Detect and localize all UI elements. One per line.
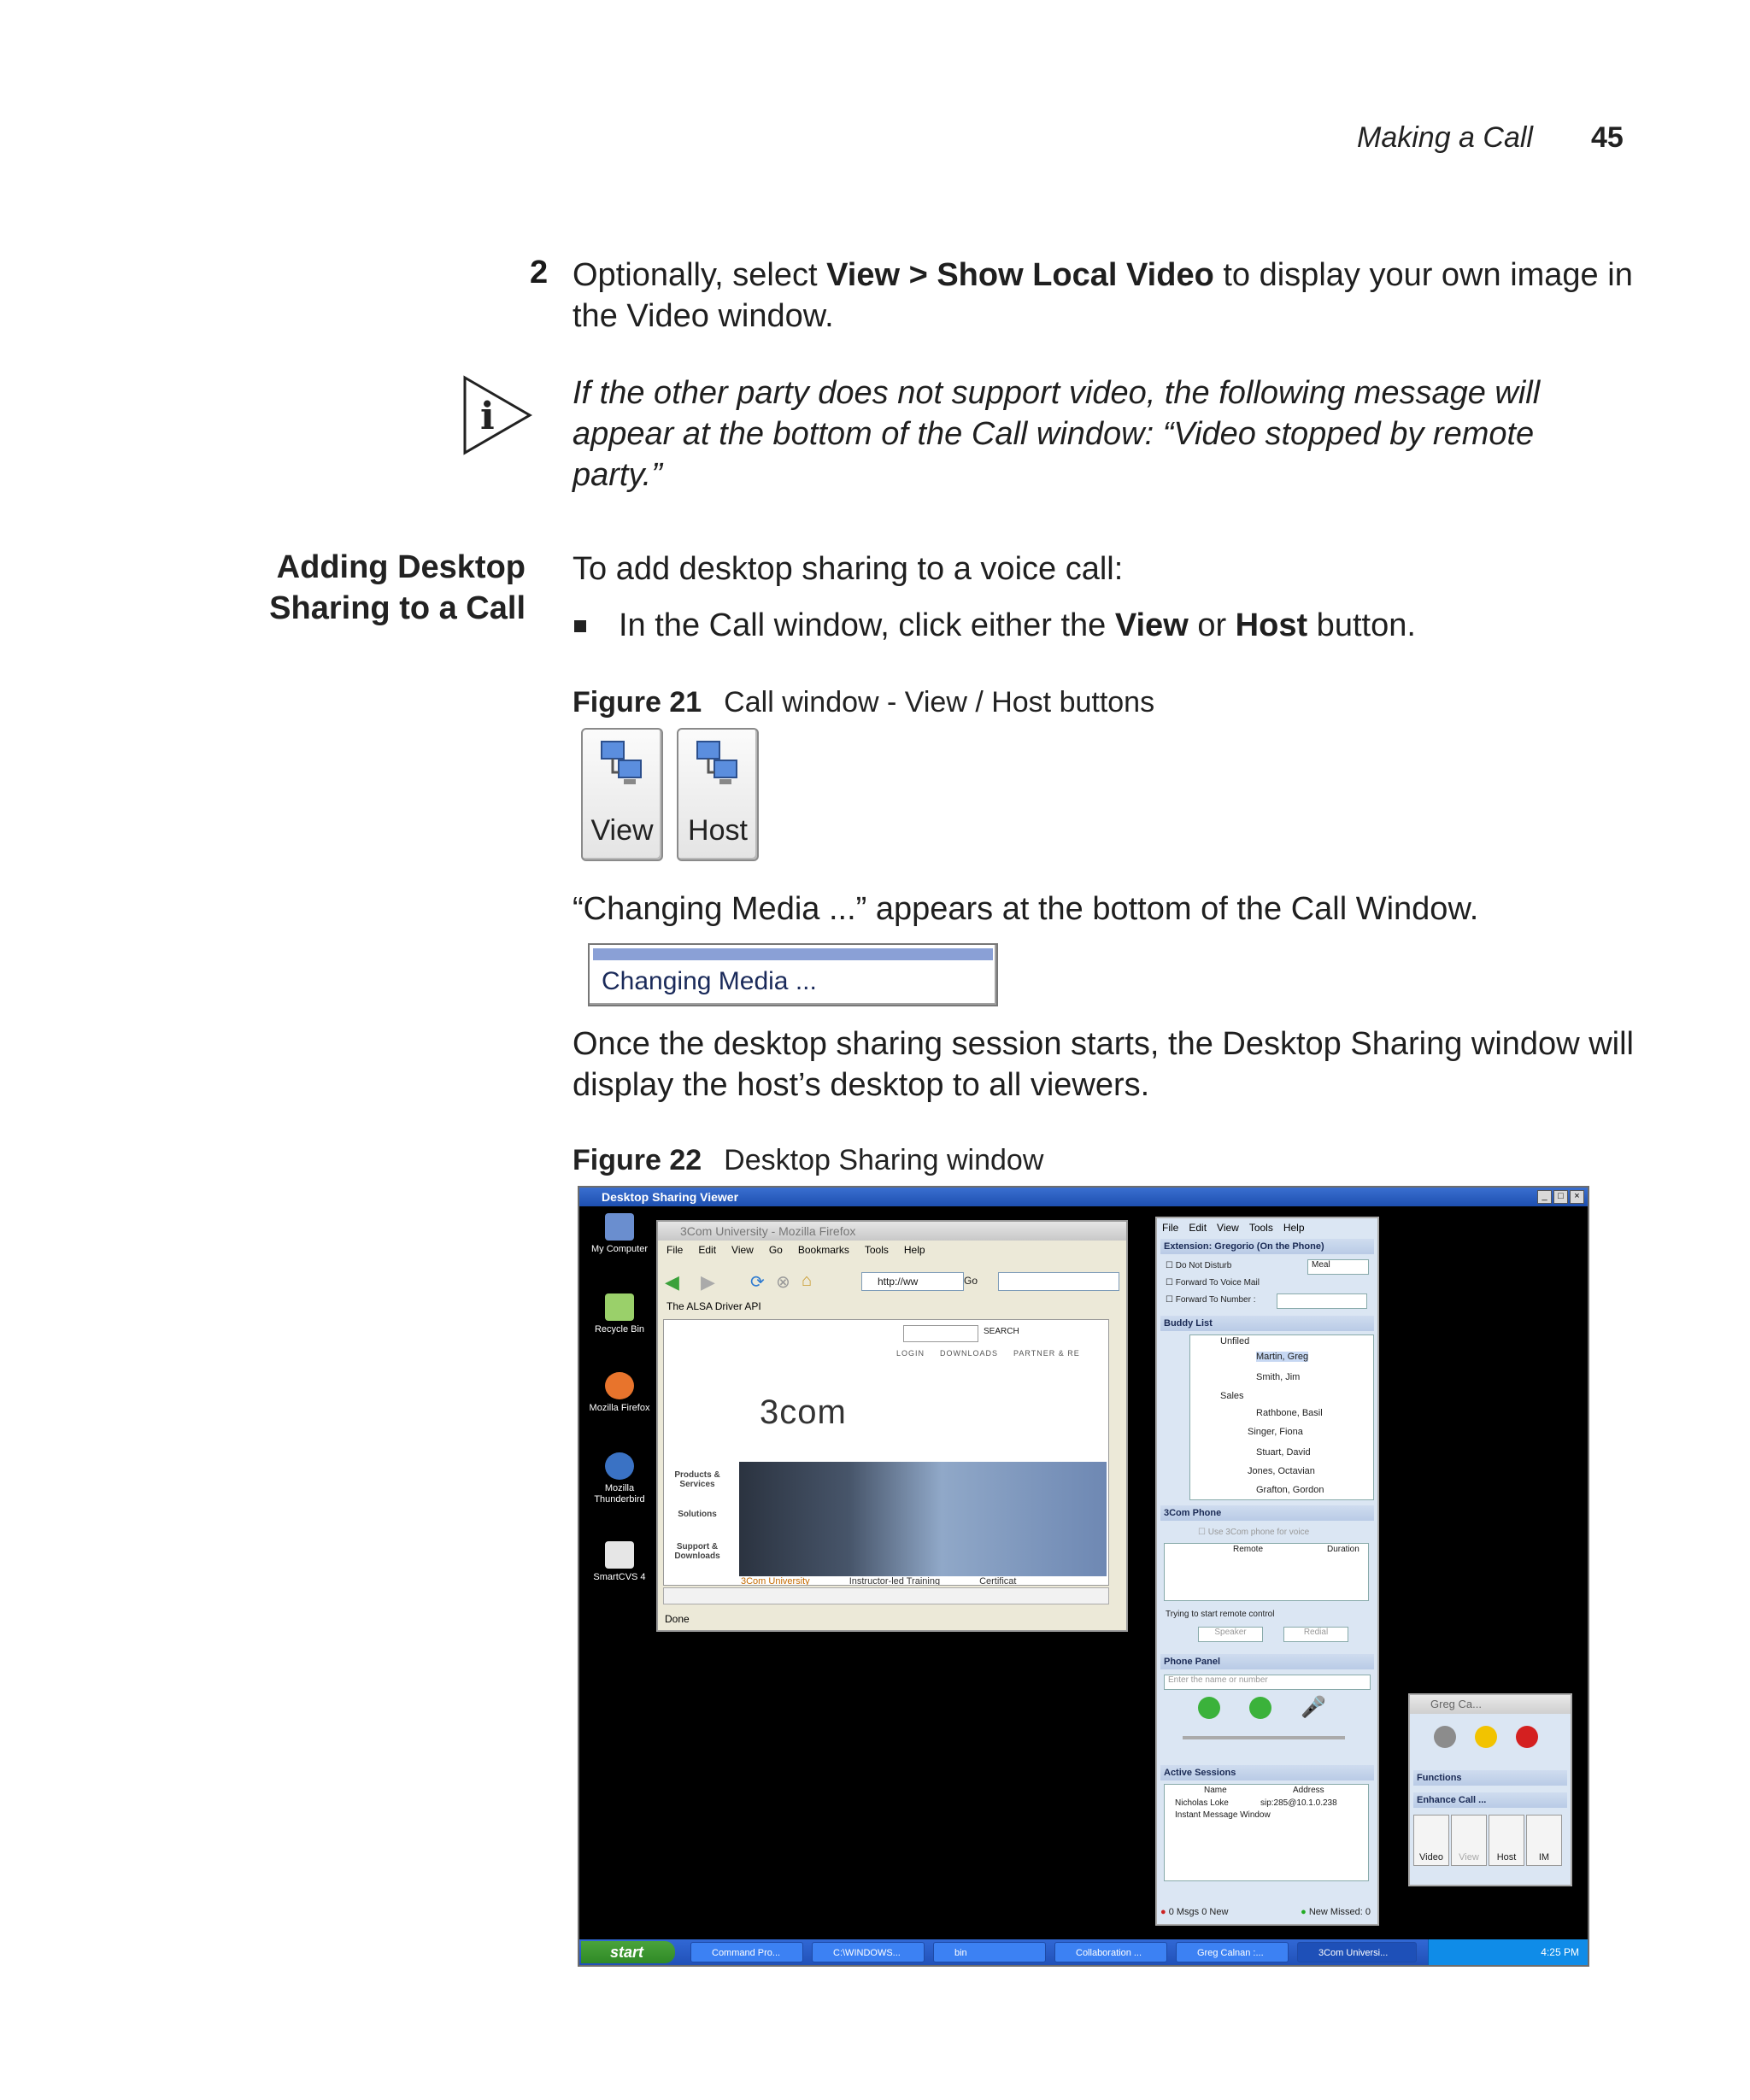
menu-tools[interactable]: Tools xyxy=(864,1244,889,1256)
svg-text:i: i xyxy=(480,395,495,438)
site-nav: LOGIN DOWNLOADS PARTNER & RE xyxy=(896,1349,1080,1358)
maximize-icon: □ xyxy=(1553,1190,1568,1204)
horizontal-scrollbar[interactable] xyxy=(663,1587,1109,1604)
call-window-title: Greg Ca... xyxy=(1410,1695,1571,1714)
bottom-links: 3Com University Instructor-led Training Certificat xyxy=(741,1576,1017,1586)
running-header-title: Making a Call xyxy=(1357,121,1533,154)
firefox-title: 3Com University - Mozilla Firefox xyxy=(658,1222,1126,1241)
menu-path: View > Show Local Video xyxy=(826,257,1214,293)
host-button[interactable]: Host xyxy=(677,728,759,861)
client-menu: File Edit View Tools Help xyxy=(1162,1222,1305,1234)
site-search-input[interactable] xyxy=(903,1325,978,1342)
clock: 4:25 PM xyxy=(1541,1946,1579,1958)
group-sales[interactable]: Sales xyxy=(1220,1391,1244,1401)
desktop-sharing-sentence: Once the desktop sharing session starts, the Desktop Sharing window will display the host’s desktop to all viewers. xyxy=(573,1026,1634,1103)
buddy-item[interactable]: Stuart, David xyxy=(1256,1447,1311,1458)
extension-header[interactable]: Extension: Gregorio (On the Phone) xyxy=(1160,1239,1374,1254)
stop-icon[interactable]: ⊗ xyxy=(776,1273,790,1292)
url-field[interactable]: http://ww xyxy=(861,1272,964,1291)
3com-logo: 3com xyxy=(760,1393,847,1431)
host-button-small[interactable]: Host xyxy=(1489,1815,1524,1866)
transfer-icon[interactable] xyxy=(1475,1726,1497,1748)
session-address: sip:285@10.1.0.238 xyxy=(1260,1798,1337,1808)
taskbar-item[interactable]: bin xyxy=(933,1942,1046,1962)
buddy-item[interactable]: Singer, Fiona xyxy=(1248,1427,1303,1437)
changing-media-sentence: “Changing Media ...” appears at the bottom of the Call Window. xyxy=(573,891,1479,927)
webpage-content xyxy=(663,1319,1109,1586)
figure-22-caption: Figure 22 Desktop Sharing window xyxy=(573,1144,1044,1176)
option-do-not-disturb[interactable]: ☐ Do Not Disturb xyxy=(1166,1261,1232,1270)
go-button[interactable]: Go xyxy=(964,1275,978,1287)
menu-file[interactable]: File xyxy=(667,1244,684,1256)
forward-arrow-icon[interactable]: ▶ xyxy=(701,1271,715,1293)
buddy-item[interactable]: Martin, Greg xyxy=(1256,1352,1309,1362)
call-window xyxy=(1408,1693,1572,1886)
taskbar xyxy=(579,1939,1588,1965)
answer-icon[interactable] xyxy=(1249,1697,1271,1719)
active-sessions-header[interactable]: Active Sessions xyxy=(1160,1765,1374,1780)
taskbar-item-active[interactable]: 3Com Universi... xyxy=(1297,1942,1417,1962)
view-button-small[interactable]: View xyxy=(1451,1815,1487,1866)
im-button[interactable]: IM xyxy=(1526,1815,1562,1866)
page-number: 45 xyxy=(1591,121,1624,154)
network-computers-icon xyxy=(598,738,646,789)
hold-icon[interactable] xyxy=(1434,1726,1456,1748)
enhance-call-header[interactable]: Enhance Call ... xyxy=(1413,1792,1567,1808)
video-button[interactable]: Video xyxy=(1413,1815,1449,1866)
microphone-icon[interactable]: 🎤 xyxy=(1301,1696,1326,1719)
step-text: Optionally, select View > Show Local Video to display your own image in the Video window. xyxy=(573,257,1633,334)
menu-go[interactable]: Go xyxy=(768,1244,783,1256)
option-forward-voicemail[interactable]: ☐ Forward To Voice Mail xyxy=(1166,1278,1260,1288)
changing-media-statusbar: Changing Media ... xyxy=(588,943,998,1006)
firefox-window xyxy=(656,1220,1128,1632)
close-icon: × xyxy=(1570,1190,1584,1204)
taskbar-item[interactable]: Command Pro... xyxy=(690,1942,803,1962)
buddy-item[interactable]: Jones, Octavian xyxy=(1248,1466,1315,1476)
reload-icon[interactable]: ⟳ xyxy=(750,1273,765,1292)
redial-button[interactable]: Redial xyxy=(1283,1627,1348,1642)
side-link-products[interactable]: Products & Services xyxy=(674,1470,720,1489)
menu-help[interactable]: Help xyxy=(903,1244,925,1256)
desktop-sharing-screenshot xyxy=(578,1186,1589,1967)
step-number: 2 xyxy=(530,255,549,290)
home-icon[interactable]: ⌂ xyxy=(802,1271,813,1290)
volume-slider[interactable] xyxy=(1183,1736,1345,1739)
buddy-item[interactable]: Grafton, Gordon xyxy=(1256,1485,1324,1495)
start-button[interactable]: start xyxy=(581,1941,675,1963)
window-controls[interactable] xyxy=(1537,1190,1584,1204)
session-name: Instant Message Window xyxy=(1175,1810,1271,1820)
buddy-item[interactable]: Rathbone, Basil xyxy=(1256,1408,1323,1418)
phone-panel-header[interactable]: Phone Panel xyxy=(1160,1654,1374,1669)
bookmark-item[interactable]: The ALSA Driver API xyxy=(667,1300,761,1312)
info-icon xyxy=(461,374,533,456)
forward-number-input[interactable] xyxy=(1277,1293,1367,1309)
firefox-status: Done xyxy=(665,1613,690,1625)
hangup-icon[interactable] xyxy=(1516,1726,1538,1748)
desktop-icon-firefox[interactable]: Mozilla Firefox xyxy=(581,1372,658,1414)
desktop-icon-recycle-bin[interactable]: Recycle Bin xyxy=(581,1293,658,1335)
taskbar-item[interactable]: Greg Calnan :... xyxy=(1176,1942,1289,1962)
session-name: Nicholas Loke xyxy=(1175,1798,1229,1808)
dial-input[interactable]: Enter the name or number xyxy=(1164,1675,1371,1690)
menu-edit[interactable]: Edit xyxy=(698,1244,717,1256)
note-text: If the other party does not support video, the following message will appear at the bottom of the Call window: “Video stopped by remote party.” xyxy=(573,375,1541,493)
view-button[interactable]: View xyxy=(581,728,663,861)
use-phone-checkbox[interactable]: ☐ Use 3Com phone for voice xyxy=(1198,1528,1310,1537)
menu-bookmarks[interactable]: Bookmarks xyxy=(797,1244,849,1256)
viewer-title-bar: Desktop Sharing Viewer xyxy=(579,1188,1588,1206)
sessions-table: Name Address Nicholas Loke sip:285@10.1.0.238 Instant Message Window xyxy=(1164,1784,1369,1881)
remote-status: Trying to start remote control xyxy=(1166,1610,1275,1619)
section-intro: To add desktop sharing to a voice call: xyxy=(573,551,1124,587)
site-search-label[interactable]: SEARCH xyxy=(984,1327,1019,1336)
system-tray xyxy=(1428,1939,1588,1965)
menu-view[interactable]: View xyxy=(731,1244,754,1256)
buddy-item[interactable]: Smith, Jim xyxy=(1256,1372,1301,1382)
network-computers-icon xyxy=(694,738,742,789)
banner-photo xyxy=(739,1462,1107,1576)
desktop-icon-thunderbird[interactable]: Mozilla Thunderbird xyxy=(581,1452,658,1505)
bullet-square-icon xyxy=(574,620,586,632)
side-link-support[interactable]: Support & Downloads xyxy=(674,1542,720,1561)
speaker-button[interactable]: Speaker xyxy=(1198,1627,1263,1642)
firefox-toolbar xyxy=(665,1270,1119,1293)
side-link-solutions[interactable]: Solutions xyxy=(678,1510,717,1519)
option-forward-number[interactable]: ☐ Forward To Number : xyxy=(1166,1295,1256,1305)
firefox-menu xyxy=(667,1244,925,1256)
bullet-text: In the Call window, click either the View or Host button. xyxy=(619,607,1416,643)
remote-table: Remote Duration xyxy=(1164,1543,1369,1601)
minimize-icon: _ xyxy=(1537,1190,1552,1204)
dial-icon[interactable] xyxy=(1198,1697,1220,1719)
3com-phone-header[interactable]: 3Com Phone xyxy=(1160,1505,1374,1521)
desktop-icon-my-computer[interactable]: My Computer xyxy=(581,1213,658,1255)
taskbar-item[interactable]: C:\WINDOWS... xyxy=(812,1942,925,1962)
functions-header[interactable]: Functions xyxy=(1413,1770,1567,1786)
client-footer: ● 0 Msgs 0 New ● New Missed: 0 xyxy=(1160,1907,1371,1917)
3com-client-window xyxy=(1155,1217,1379,1926)
desktop-icon-smartcvs[interactable]: SmartCVS 4 xyxy=(581,1541,658,1583)
section-heading: Adding Desktop Sharing to a Call xyxy=(269,549,526,626)
status-select[interactable]: Meal xyxy=(1307,1259,1369,1275)
taskbar-item[interactable]: Collaboration ... xyxy=(1054,1942,1167,1962)
buddy-list-header[interactable]: Buddy List xyxy=(1160,1316,1374,1331)
back-arrow-icon[interactable]: ◀ xyxy=(665,1271,679,1293)
firefox-search-field[interactable] xyxy=(998,1272,1119,1291)
group-unfiled[interactable]: Unfiled xyxy=(1220,1336,1250,1346)
figure-21-caption: Figure 21 Call window - View / Host buttons xyxy=(573,686,1155,719)
